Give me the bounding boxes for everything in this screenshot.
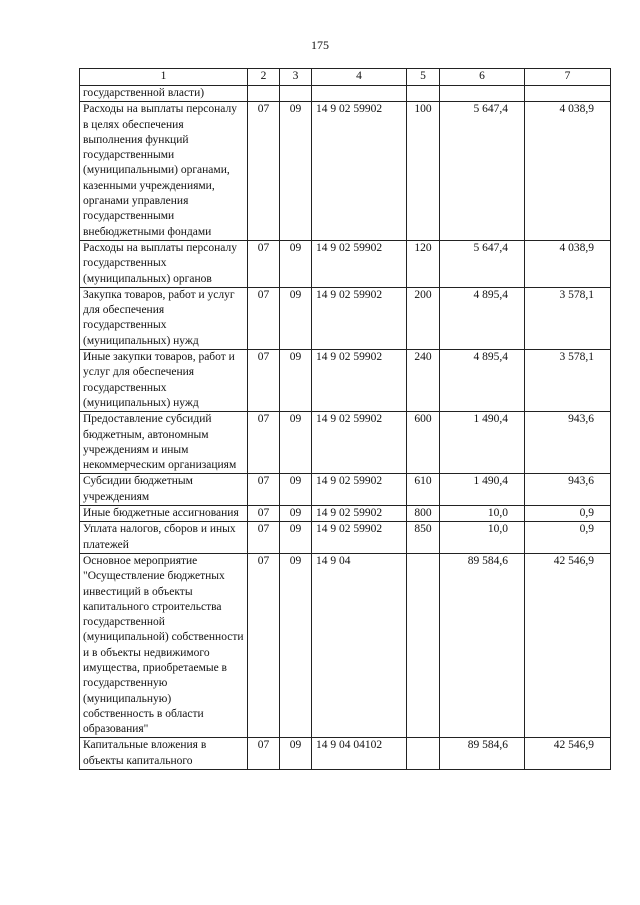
row-section: 07 (248, 350, 280, 412)
row-section: 07 (248, 738, 280, 770)
row-amount-col6: 4 895,4 (440, 287, 525, 349)
row-name: Закупка товаров, работ и услуг для обеспечения государственных (муниципальных) нужд (80, 287, 248, 349)
row-amount-col6: 89 584,6 (440, 553, 525, 738)
row-expense-type: 240 (407, 350, 440, 412)
row-subsection: 09 (280, 522, 312, 554)
row-target-code: 14 9 02 59902 (312, 522, 407, 554)
row-expense-type (407, 553, 440, 738)
row-subsection: 09 (280, 240, 312, 287)
empty-cell (280, 86, 312, 102)
row-amount-col7: 3 578,1 (525, 287, 611, 349)
header-col-2: 2 (248, 69, 280, 86)
row-section: 07 (248, 553, 280, 738)
table-row (80, 506, 611, 522)
row-amount-col7: 42 546,9 (525, 553, 611, 738)
row-expense-type: 100 (407, 102, 440, 241)
row-amount-col7: 3 578,1 (525, 350, 611, 412)
continuation-text: государственной власти) (80, 86, 248, 102)
row-amount-col6: 10,0 (440, 506, 525, 522)
row-section: 07 (248, 287, 280, 349)
header-col-4: 4 (312, 69, 407, 86)
table-row (80, 553, 611, 738)
table-row (80, 738, 611, 770)
header-col-7: 7 (525, 69, 611, 86)
row-expense-type: 600 (407, 412, 440, 474)
header-col-3: 3 (280, 69, 312, 86)
row-subsection: 09 (280, 738, 312, 770)
row-amount-col6: 5 647,4 (440, 240, 525, 287)
row-amount-col7: 42 546,9 (525, 738, 611, 770)
table-row (80, 350, 611, 412)
page-number: 175 (311, 38, 329, 52)
row-amount-col6: 5 647,4 (440, 102, 525, 241)
row-target-code: 14 9 02 59902 (312, 287, 407, 349)
header-row (80, 69, 611, 86)
table-row (80, 522, 611, 554)
table-row (80, 287, 611, 349)
row-subsection: 09 (280, 553, 312, 738)
row-subsection: 09 (280, 102, 312, 241)
table-row (80, 474, 611, 506)
row-section: 07 (248, 102, 280, 241)
empty-cell (440, 86, 525, 102)
empty-cell (312, 86, 407, 102)
empty-cell (248, 86, 280, 102)
row-target-code: 14 9 02 59902 (312, 412, 407, 474)
row-amount-col7: 943,6 (525, 474, 611, 506)
row-target-code: 14 9 04 04102 (312, 738, 407, 770)
row-section: 07 (248, 474, 280, 506)
empty-cell (525, 86, 611, 102)
row-expense-type: 610 (407, 474, 440, 506)
row-amount-col7: 4 038,9 (525, 102, 611, 241)
row-amount-col6: 4 895,4 (440, 350, 525, 412)
row-name: Капитальные вложения в объекты капитального (80, 738, 248, 770)
row-subsection: 09 (280, 506, 312, 522)
row-name: Основное мероприятие "Осуществление бюджетных инвестиций в объекты капитального строительства государственной (муниципальной) собственности и в объекты недвижимого имущества, приобретаемые в государственную (муниципальную) собственность в области образования" (80, 553, 248, 738)
row-amount-col6: 1 490,4 (440, 412, 525, 474)
row-expense-type: 200 (407, 287, 440, 349)
table-row (80, 412, 611, 474)
row-target-code: 14 9 02 59902 (312, 350, 407, 412)
row-target-code: 14 9 02 59902 (312, 474, 407, 506)
row-expense-type: 800 (407, 506, 440, 522)
row-subsection: 09 (280, 287, 312, 349)
row-name: Расходы на выплаты персоналу государственных (муниципальных) органов (80, 240, 248, 287)
row-name: Уплата налогов, сборов и иных платежей (80, 522, 248, 554)
row-target-code: 14 9 02 59902 (312, 240, 407, 287)
table-row (80, 240, 611, 287)
row-target-code: 14 9 02 59902 (312, 102, 407, 241)
row-section: 07 (248, 240, 280, 287)
budget-table (79, 68, 611, 770)
row-subsection: 09 (280, 474, 312, 506)
row-expense-type: 120 (407, 240, 440, 287)
row-name: Субсидии бюджетным учреждениям (80, 474, 248, 506)
row-amount-col7: 0,9 (525, 522, 611, 554)
header-col-6: 6 (440, 69, 525, 86)
row-amount-col6: 89 584,6 (440, 738, 525, 770)
row-target-code: 14 9 02 59902 (312, 506, 407, 522)
header-col-1: 1 (80, 69, 248, 86)
row-section: 07 (248, 506, 280, 522)
row-target-code: 14 9 04 (312, 553, 407, 738)
row-name: Иные закупки товаров, работ и услуг для обеспечения государственных (муниципальных) нужд (80, 350, 248, 412)
row-subsection: 09 (280, 350, 312, 412)
table-row (80, 102, 611, 241)
row-amount-col7: 4 038,9 (525, 240, 611, 287)
row-name: Предоставление субсидий бюджетным, автономным учреждениям и иным некоммерческим организациям (80, 412, 248, 474)
row-amount-col6: 10,0 (440, 522, 525, 554)
empty-cell (407, 86, 440, 102)
table-body (80, 86, 611, 770)
row-subsection: 09 (280, 412, 312, 474)
row-amount-col7: 943,6 (525, 412, 611, 474)
row-section: 07 (248, 522, 280, 554)
continuation-row (80, 86, 611, 102)
row-expense-type (407, 738, 440, 770)
row-expense-type: 850 (407, 522, 440, 554)
row-amount-col7: 0,9 (525, 506, 611, 522)
row-name: Иные бюджетные ассигнования (80, 506, 248, 522)
row-name: Расходы на выплаты персоналу в целях обеспечения выполнения функций государственными (муниципальными) органами, казенными учреждениями, органами управления государственными внебюджетными фондами (80, 102, 248, 241)
row-section: 07 (248, 412, 280, 474)
header-col-5: 5 (407, 69, 440, 86)
row-amount-col6: 1 490,4 (440, 474, 525, 506)
